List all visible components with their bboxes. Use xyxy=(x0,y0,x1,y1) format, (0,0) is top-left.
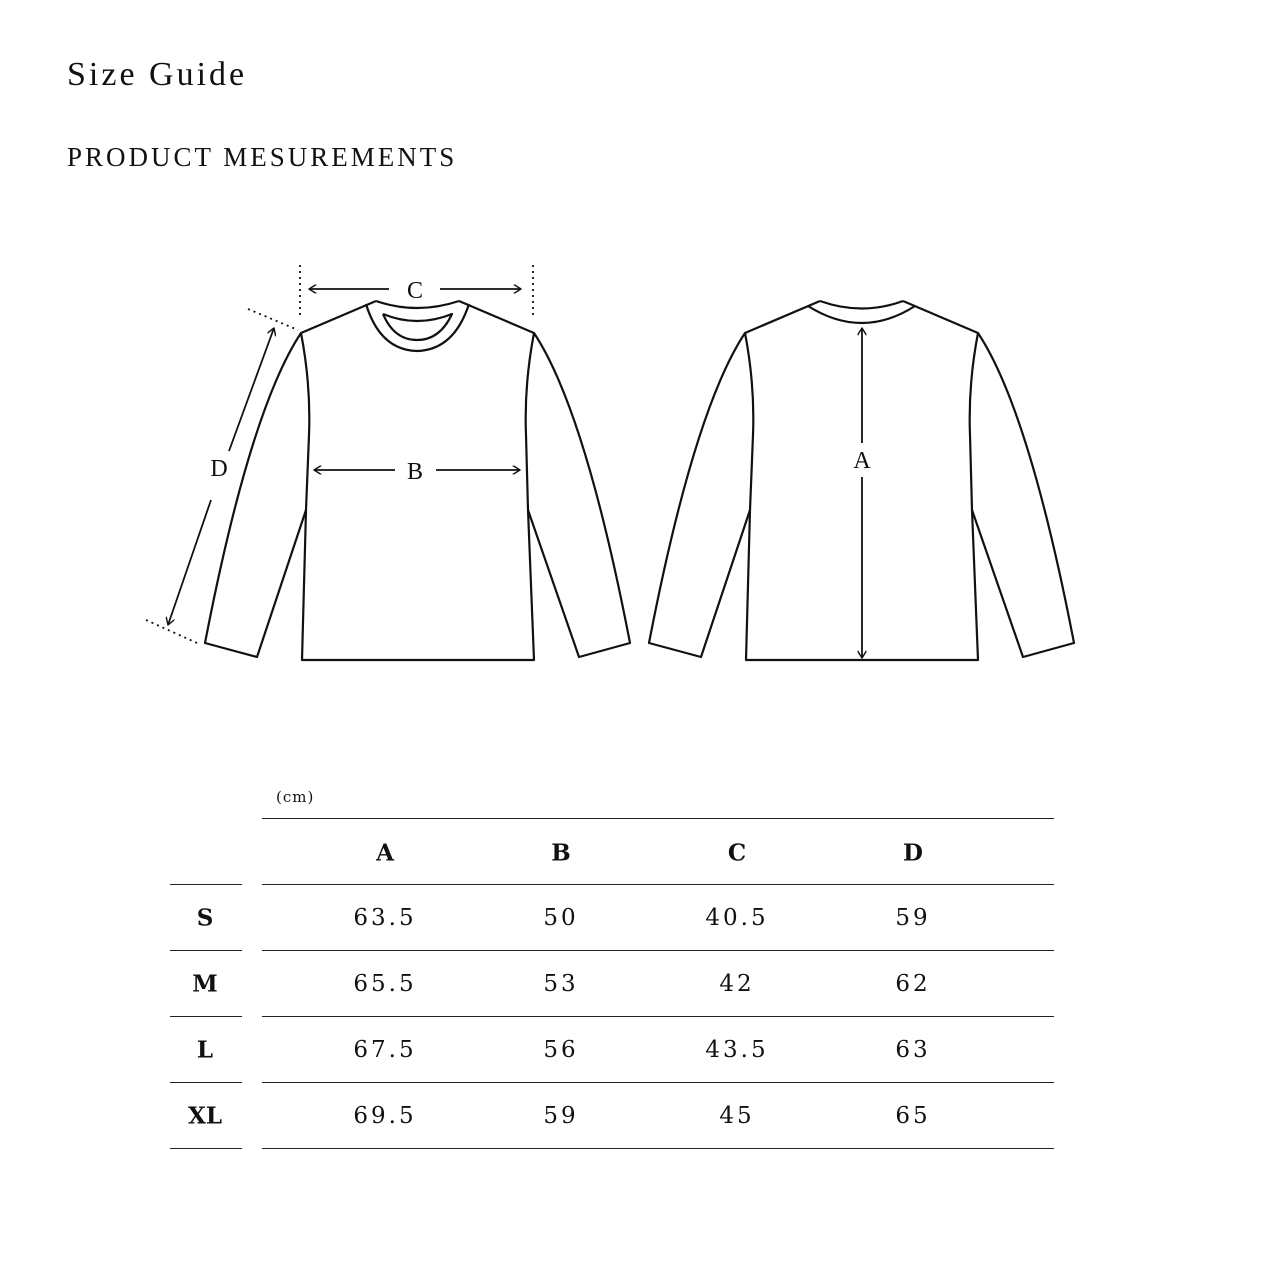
divider xyxy=(262,818,1054,819)
size-label: M xyxy=(192,970,218,998)
divider xyxy=(262,1082,1054,1083)
size-label: XL xyxy=(187,1102,223,1130)
measurement-value: 43.5 xyxy=(705,1037,769,1063)
label-d: D xyxy=(210,456,228,482)
column-header: A xyxy=(376,839,394,867)
measurement-value: 42 xyxy=(719,971,755,997)
divider xyxy=(170,1016,242,1017)
divider xyxy=(170,1082,242,1083)
measurement-value: 69.5 xyxy=(353,1103,417,1129)
unit-label: (cm) xyxy=(276,788,315,806)
measurement-value: 63.5 xyxy=(353,905,417,931)
divider xyxy=(170,950,242,951)
measurement-value: 65 xyxy=(895,1103,931,1129)
label-c: C xyxy=(406,278,424,304)
size-label: L xyxy=(196,1036,214,1064)
measurement-value: 65.5 xyxy=(353,971,417,997)
measurement-value: 59 xyxy=(895,905,931,931)
measurement-value: 45 xyxy=(719,1103,755,1129)
measurement-value: 56 xyxy=(543,1037,579,1063)
measurement-value: 50 xyxy=(543,905,579,931)
divider xyxy=(170,884,242,885)
column-header: C xyxy=(727,839,747,867)
divider xyxy=(170,1148,242,1149)
measurement-value: 67.5 xyxy=(353,1037,417,1063)
divider xyxy=(262,950,1054,951)
divider xyxy=(262,884,1054,885)
divider xyxy=(262,1148,1054,1149)
page-title: Size Guide xyxy=(67,56,248,93)
divider xyxy=(262,1016,1054,1017)
label-b: B xyxy=(406,459,424,485)
column-header: D xyxy=(903,839,923,867)
measurement-value: 40.5 xyxy=(705,905,769,931)
measurement-value: 63 xyxy=(895,1037,931,1063)
label-a: A xyxy=(853,448,871,474)
measurement-value: 53 xyxy=(543,971,579,997)
measurement-value: 62 xyxy=(895,971,931,997)
measure-lines xyxy=(146,265,862,658)
column-header: B xyxy=(551,839,571,867)
measurement-value: 59 xyxy=(543,1103,579,1129)
section-subtitle: PRODUCT MESUREMENTS xyxy=(67,142,458,172)
size-label: S xyxy=(196,904,214,932)
